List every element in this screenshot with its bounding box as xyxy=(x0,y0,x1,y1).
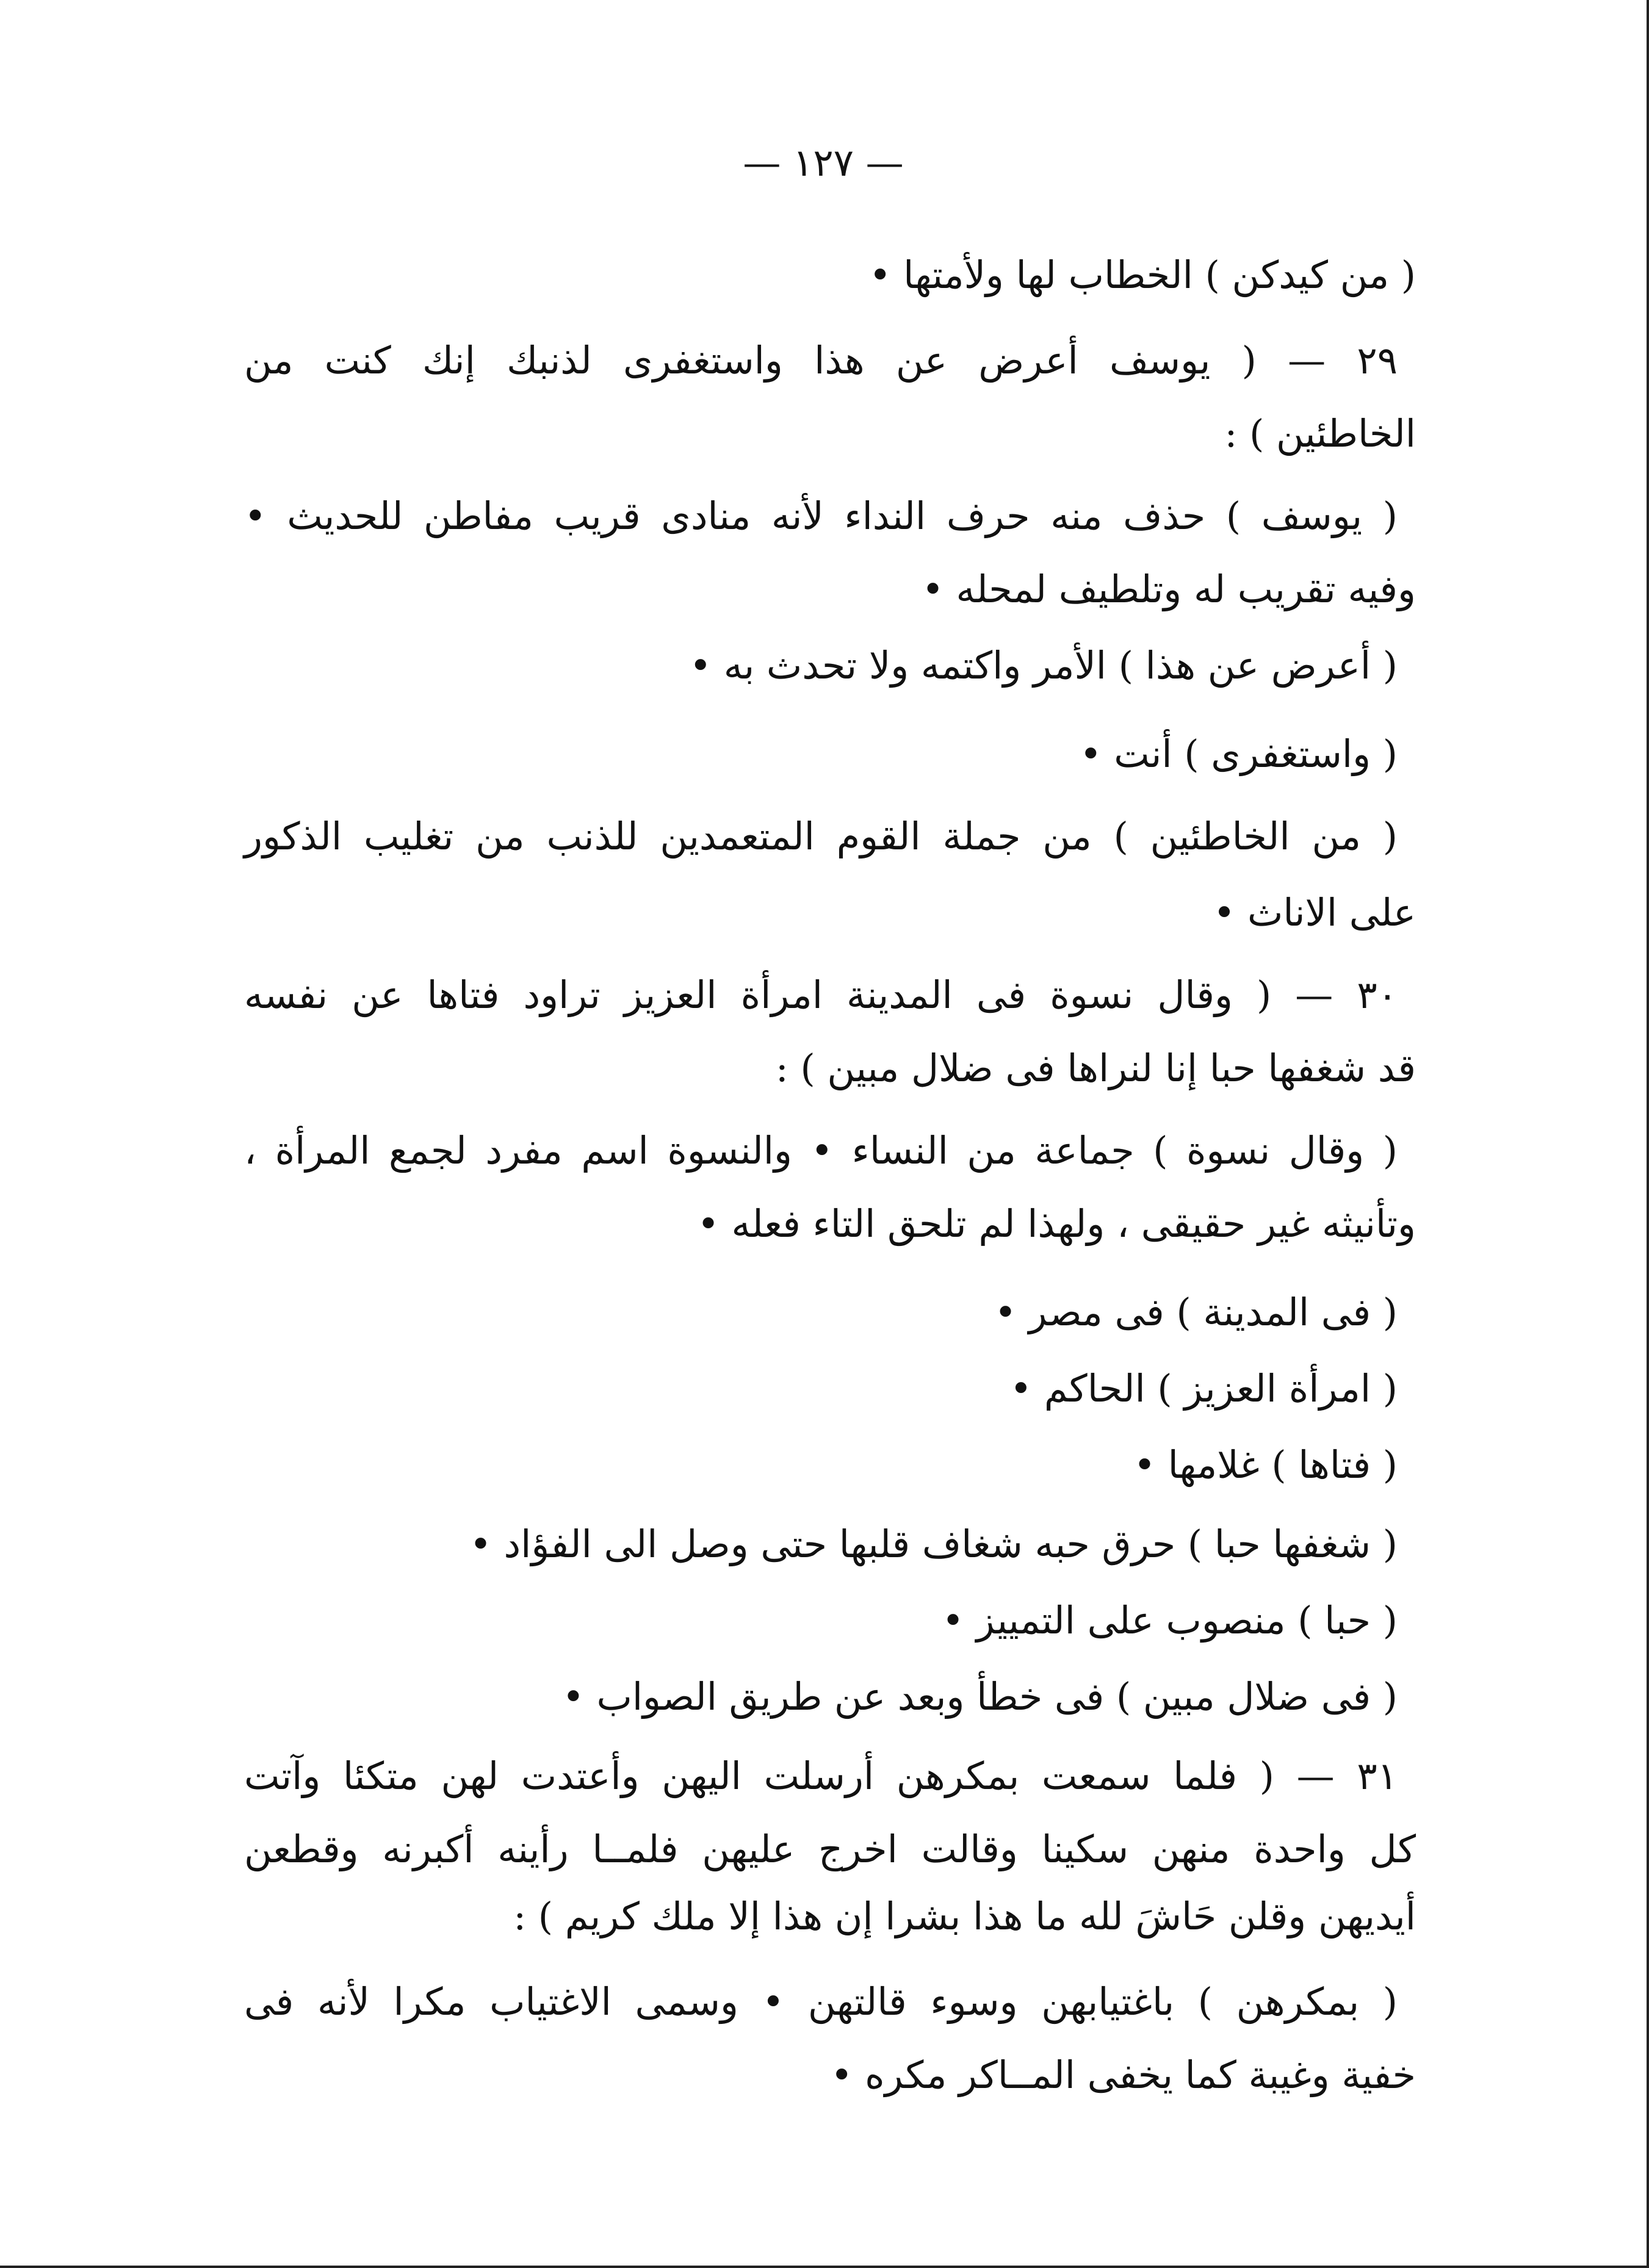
text-line: وفيه تقريب له وتلطيف لمحله • xyxy=(922,567,1416,611)
text-line: ( واستغفرى ) أنت • xyxy=(1080,732,1398,776)
text-line: وتأنيثه غير حقيقى ، ولهذا لم تلحق التاء فعله • xyxy=(697,1201,1416,1246)
text-line: قد شغفها حبا إنا لنراها فى ضلال مبين ) : xyxy=(775,1046,1416,1090)
text-line: ( أعرض عن هذا ) الأمر واكتمه ولا تحدث به • xyxy=(689,643,1398,688)
text-line: أيديهن وقلن حَاشَ لله ما هذا بشرا إن هذا إلا ملك كريم ) : xyxy=(513,1894,1416,1939)
text-line: ( شغفها حبا ) حرق حبه شغاف قلبها حتى وصل الى الفؤاد • xyxy=(469,1522,1398,1566)
text-line: ( فتاها ) غلامها • xyxy=(1133,1442,1398,1487)
text-line: الخاطئين ) : xyxy=(1224,411,1416,456)
text-line: ( يوسف ) حذف منه حرف النداء لأنه منادى قريب مفاطن للحديث • xyxy=(244,494,1398,538)
text-line: ( فى ضلال مبين ) فى خطأ وبعد عن طريق الصواب • xyxy=(562,1674,1398,1719)
text-line: ( حبا ) منصوب على التمييز • xyxy=(942,1598,1398,1643)
text-line: ٣١ — ( فلما سمعت بمكرهن أرسلت اليهن وأعتدت لهن متكئا وآتت xyxy=(244,1754,1398,1798)
text-line: خفية وغيبة كما يخفى المــاكر مكره • xyxy=(830,2053,1416,2097)
text-line: ( امرأة العزيز ) الحاكم • xyxy=(1009,1366,1398,1411)
text-line: ( فى المدينة ) فى مصر • xyxy=(994,1290,1398,1334)
text-line: ( من كيدكن ) الخطاب لها ولأمتها • xyxy=(868,253,1416,297)
text-line: ٣٠ — ( وقال نسوة فى المدينة امرأة العزيز تراود فتاها عن نفسه xyxy=(244,973,1398,1017)
text-line: ( وقال نسوة ) جماعة من النساء • والنسوة اسم مفرد لجمع المرأة ، xyxy=(244,1128,1398,1173)
text-line: ( من الخاطئين ) من جملة القوم المتعمدين للذنب من تغليب الذكور xyxy=(244,814,1398,859)
text-line: على الاناث • xyxy=(1213,890,1416,935)
text-line: ( بمكرهن ) باغتيابهن وسوء قالتهن • وسمى الاغتياب مكرا لأنه فى xyxy=(244,1979,1398,2024)
page-number: — ١٢٧ — xyxy=(743,140,904,185)
text-line: كل واحدة منهن سكينا وقالت اخرج عليهن فلمــا رأينه أكبرنه وقطعن xyxy=(244,1827,1416,1871)
text-line: ٢٩ — ( يوسف أعرض عن هذا واستغفرى لذنبك إنك كنت من xyxy=(244,338,1398,383)
